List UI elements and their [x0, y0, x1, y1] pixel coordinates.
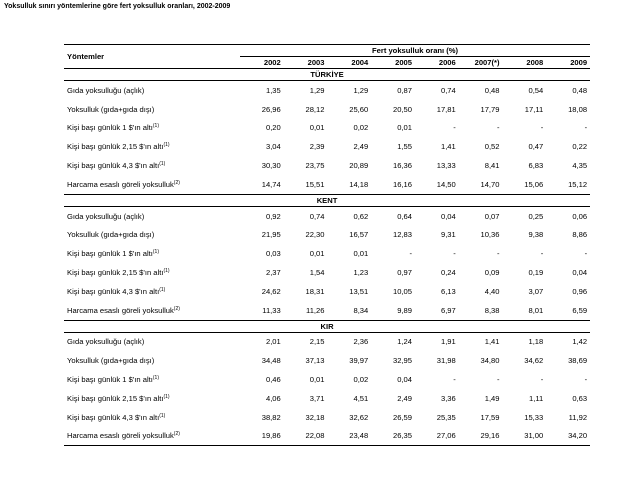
table-row [64, 175, 590, 194]
value-cell: 13,33 [436, 161, 456, 171]
value-cell: 32,95 [392, 356, 412, 366]
method-label: Kişi başı günlük 4,3 $'ın altı [67, 286, 160, 296]
method-cell [64, 427, 240, 446]
footnote-marker: (1) [152, 123, 159, 130]
value-cell: 0,97 [397, 268, 412, 278]
value-cell: 3,07 [528, 286, 544, 296]
value-cell: - [496, 375, 500, 385]
value-cell: 3,71 [309, 393, 325, 403]
method-cell [64, 332, 240, 351]
value-cell: 0,62 [353, 211, 369, 221]
value-cell: 25,35 [436, 412, 456, 422]
table-row [64, 351, 590, 370]
value-cell: 4,06 [265, 393, 281, 403]
method-label: Kişi başı günlük 2,15 $'ın altı [67, 142, 164, 152]
method-cell [64, 408, 240, 427]
value-cell: 31,00 [503, 427, 547, 446]
value-cell: 4,35 [572, 161, 588, 171]
value-cell: 9,38 [528, 230, 544, 240]
value-cell: 17,59 [480, 412, 500, 422]
value-cell: - [453, 375, 456, 385]
method-cell [64, 226, 240, 245]
method-cell [64, 301, 240, 320]
value-cell: 34,20 [546, 427, 590, 446]
table-row [64, 427, 590, 446]
value-cell: - [496, 249, 500, 259]
year-header: 2009 [546, 57, 590, 69]
value-cell: - [584, 249, 588, 259]
value-cell: 2,49 [397, 393, 412, 403]
footnote-marker: (1) [152, 249, 159, 256]
method-cell [64, 263, 240, 282]
value-cell: 0,02 [353, 123, 369, 133]
method-label: Harcama esaslı göreli yoksulluk [67, 305, 174, 315]
value-cell: 1,18 [528, 337, 544, 347]
method-cell [64, 81, 240, 100]
method-cell [64, 156, 240, 175]
value-cell: 10,36 [480, 230, 500, 240]
footnote-marker: (2) [173, 305, 180, 312]
value-cell: 6,83 [528, 161, 544, 171]
value-cell: 22,30 [305, 230, 325, 240]
table-row [64, 119, 590, 138]
value-cell: 30,30 [261, 161, 281, 171]
value-cell: 14,50 [436, 179, 456, 189]
value-cell: 0,19 [528, 268, 544, 278]
method-cell [64, 244, 240, 263]
value-cell: 0,01 [397, 123, 412, 133]
method-cell [64, 100, 240, 119]
table-row [64, 156, 590, 175]
method-header: Yöntemler [64, 51, 240, 63]
poverty-rates-table [64, 44, 590, 446]
table-row [64, 137, 590, 156]
method-label: Kişi başı günlük 1 $'ın altı [67, 123, 153, 133]
value-cell: 0,09 [484, 268, 500, 278]
value-cell: 0,06 [572, 211, 588, 221]
value-cell: 10,05 [392, 286, 412, 296]
method-label: Kişi başı günlük 4,3 $'ın altı [67, 161, 160, 171]
value-cell: 14,70 [480, 179, 500, 189]
value-cell: 0,52 [484, 142, 500, 152]
year-header: 2004 [328, 57, 372, 69]
value-cell: 0,63 [572, 393, 588, 403]
value-cell: 1,35 [265, 85, 281, 95]
table-row [64, 389, 590, 408]
value-cell: 0,04 [572, 268, 588, 278]
value-cell: 15,12 [568, 179, 588, 189]
value-cell: 23,75 [305, 161, 325, 171]
value-cell: 38,82 [261, 412, 281, 422]
value-cell: 6,59 [572, 305, 588, 315]
value-cell: 19,86 [240, 427, 284, 446]
section-header-row [64, 194, 590, 206]
value-cell: 16,36 [392, 161, 412, 171]
method-label: Kişi başı günlük 2,15 $'ın altı [67, 268, 164, 278]
table-row [64, 244, 590, 263]
value-cell: 1,11 [529, 393, 544, 403]
method-cell [64, 119, 240, 138]
value-cell: 16,57 [349, 230, 369, 240]
value-cell: 0,25 [528, 211, 544, 221]
value-cell: 13,51 [349, 286, 369, 296]
value-cell: - [409, 249, 412, 259]
value-cell: 11,26 [306, 305, 325, 315]
value-cell: 2,01 [265, 337, 281, 347]
value-cell: 0,92 [265, 211, 281, 221]
value-cell: 14,74 [261, 179, 281, 189]
value-cell: 9,89 [397, 305, 412, 315]
year-header: 2003 [284, 57, 328, 69]
value-cell: - [496, 123, 500, 133]
value-cell: 17,11 [524, 104, 544, 114]
value-cell: 18,08 [568, 104, 588, 114]
footnote-marker: (1) [163, 268, 170, 275]
year-header: 2007(*) [459, 57, 503, 69]
value-cell: 4,51 [353, 393, 369, 403]
value-cell: 2,49 [353, 142, 369, 152]
value-cell: 4,40 [484, 286, 500, 296]
value-cell: 38,69 [568, 356, 588, 366]
value-cell: 0,64 [397, 211, 412, 221]
value-cell: 26,96 [261, 104, 281, 114]
value-cell: 1,24 [397, 337, 412, 347]
method-cell [64, 389, 240, 408]
method-cell [64, 137, 240, 156]
method-label: Harcama esaslı göreli yoksulluk [67, 431, 174, 441]
value-cell: 0,20 [265, 123, 281, 133]
value-cell: 25,60 [349, 104, 369, 114]
value-cell: 0,01 [309, 123, 325, 133]
value-cell: 0,02 [353, 375, 369, 385]
value-cell: 17,81 [436, 104, 456, 114]
value-cell: 8,41 [484, 161, 500, 171]
value-cell: 2,36 [353, 337, 369, 347]
value-cell: 0,54 [528, 85, 544, 95]
value-cell: 15,51 [305, 179, 325, 189]
value-cell: 1,41 [484, 337, 500, 347]
value-cell: 9,31 [440, 230, 456, 240]
section-header-row [64, 320, 590, 332]
value-cell: 15,06 [524, 179, 544, 189]
method-label: Kişi başı günlük 1 $'ın altı [67, 249, 153, 259]
table-row [64, 332, 590, 351]
method-cell [64, 370, 240, 389]
value-cell: 1,42 [572, 337, 588, 347]
value-cell: 3,04 [265, 142, 281, 152]
table-row [64, 301, 590, 320]
value-cell: 15,33 [524, 412, 544, 422]
value-cell: 0,47 [528, 142, 544, 152]
value-cell: - [453, 249, 456, 259]
method-label: Yoksulluk (gıda+gıda dışı) [67, 230, 155, 240]
method-cell [64, 282, 240, 301]
value-cell: 14,18 [349, 179, 369, 189]
method-label: Yoksulluk (gıda+gıda dışı) [67, 356, 155, 366]
value-cell: 29,16 [459, 427, 503, 446]
value-cell: 32,62 [349, 412, 369, 422]
footnote-marker: (1) [152, 375, 159, 382]
value-cell: 6,97 [440, 305, 456, 315]
method-label: Kişi başı günlük 4,3 $'ın altı [67, 412, 160, 422]
value-cell: 0,96 [572, 286, 588, 296]
value-cell: - [453, 123, 456, 133]
method-label: Gıda yoksulluğu (açlık) [67, 337, 145, 347]
value-cell: 20,50 [392, 104, 412, 114]
table-row [64, 81, 590, 100]
value-cell: 1,29 [353, 85, 369, 95]
value-cell: 37,13 [305, 356, 325, 366]
table-row [64, 370, 590, 389]
footnote-marker: (1) [159, 161, 166, 168]
method-label: Yoksulluk (gıda+gıda dışı) [67, 104, 155, 114]
table-row [64, 408, 590, 427]
value-cell: 34,80 [480, 356, 500, 366]
value-cell: 0,48 [572, 85, 588, 95]
table-row [64, 282, 590, 301]
footnote-marker: (1) [159, 412, 166, 419]
value-cell: 24,62 [261, 286, 281, 296]
table-row [64, 263, 590, 282]
footnote-marker: (1) [159, 286, 166, 293]
value-cell: - [540, 249, 544, 259]
method-label: Harcama esaslı göreli yoksulluk [67, 179, 174, 189]
section-name: TÜRKİYE [64, 69, 590, 81]
value-cell: 0,74 [440, 85, 456, 95]
value-cell: 31,98 [436, 356, 456, 366]
value-cell: 1,41 [440, 142, 456, 152]
value-cell: 8,86 [572, 230, 588, 240]
value-cell: 17,79 [480, 104, 500, 114]
method-label: Gıda yoksulluğu (açlık) [67, 85, 145, 95]
value-cell: 0,01 [353, 249, 369, 259]
value-cell: 32,18 [305, 412, 325, 422]
method-label: Kişi başı günlük 1 $'ın altı [67, 375, 153, 385]
value-cell: 0,07 [484, 211, 500, 221]
section-name: KIR [64, 320, 590, 332]
value-cell: 1,29 [309, 85, 325, 95]
section-name: KENT [64, 194, 590, 206]
method-cell [64, 206, 240, 225]
value-cell: 0,22 [572, 142, 588, 152]
value-cell: 0,03 [265, 249, 281, 259]
footnote-marker: (2) [173, 431, 180, 438]
value-cell: - [584, 375, 588, 385]
table-title: Yoksulluk sınırı yöntemlerine göre fert yoksulluk oranları, 2002-2009 [4, 3, 231, 10]
value-cell: 8,01 [528, 305, 544, 315]
value-cell: 2,39 [309, 142, 325, 152]
value-cell: 6,13 [440, 286, 456, 296]
value-cell: 11,92 [568, 412, 588, 422]
table-row [64, 226, 590, 245]
value-cell: 21,95 [261, 230, 281, 240]
value-cell: 23,48 [328, 427, 372, 446]
method-label: Kişi başı günlük 2,15 $'ın altı [67, 393, 164, 403]
value-cell: 0,46 [265, 375, 281, 385]
value-cell: - [540, 375, 544, 385]
value-cell: 34,48 [261, 356, 281, 366]
value-cell: 18,31 [305, 286, 325, 296]
value-cell: 16,16 [392, 179, 412, 189]
value-cell: 0,87 [397, 85, 412, 95]
footnote-marker: (2) [173, 179, 180, 186]
value-cell: - [584, 123, 588, 133]
value-cell: 2,15 [309, 337, 325, 347]
header-row-years [64, 57, 590, 69]
value-cell: 11,33 [262, 305, 281, 315]
value-cell: 8,34 [353, 305, 369, 315]
rate-header: Fert yoksulluk oranı (%) [240, 45, 590, 57]
value-cell: 26,59 [392, 412, 412, 422]
value-cell: 22,08 [284, 427, 328, 446]
table-row [64, 100, 590, 119]
value-cell: 20,89 [349, 161, 369, 171]
method-cell [64, 175, 240, 194]
value-cell: 1,55 [397, 142, 412, 152]
year-header: 2005 [371, 57, 415, 69]
value-cell: 12,83 [392, 230, 412, 240]
section-header-row [64, 69, 590, 81]
value-cell: 1,91 [440, 337, 456, 347]
year-header: 2006 [415, 57, 459, 69]
value-cell: 0,48 [484, 85, 500, 95]
value-cell: 3,36 [440, 393, 456, 403]
value-cell: 39,97 [349, 356, 369, 366]
year-header: 2002 [240, 57, 284, 69]
value-cell: - [540, 123, 544, 133]
value-cell: 34,62 [524, 356, 544, 366]
value-cell: 8,38 [484, 305, 500, 315]
value-cell: 26,35 [371, 427, 415, 446]
value-cell: 0,01 [309, 375, 325, 385]
year-header: 2008 [503, 57, 547, 69]
value-cell: 1,23 [353, 268, 369, 278]
footnote-marker: (1) [163, 393, 170, 400]
method-label: Gıda yoksulluğu (açlık) [67, 211, 145, 221]
value-cell: 0,74 [309, 211, 325, 221]
value-cell: 2,37 [265, 268, 281, 278]
value-cell: 0,04 [397, 375, 412, 385]
footnote-marker: (1) [163, 142, 170, 149]
value-cell: 28,12 [305, 104, 325, 114]
value-cell: 1,49 [484, 393, 500, 403]
value-cell: 27,06 [415, 427, 459, 446]
value-cell: 0,01 [309, 249, 325, 259]
value-cell: 1,54 [309, 268, 325, 278]
value-cell: 0,24 [440, 268, 456, 278]
value-cell: 0,04 [440, 211, 456, 221]
method-cell [64, 351, 240, 370]
table-row [64, 206, 590, 225]
